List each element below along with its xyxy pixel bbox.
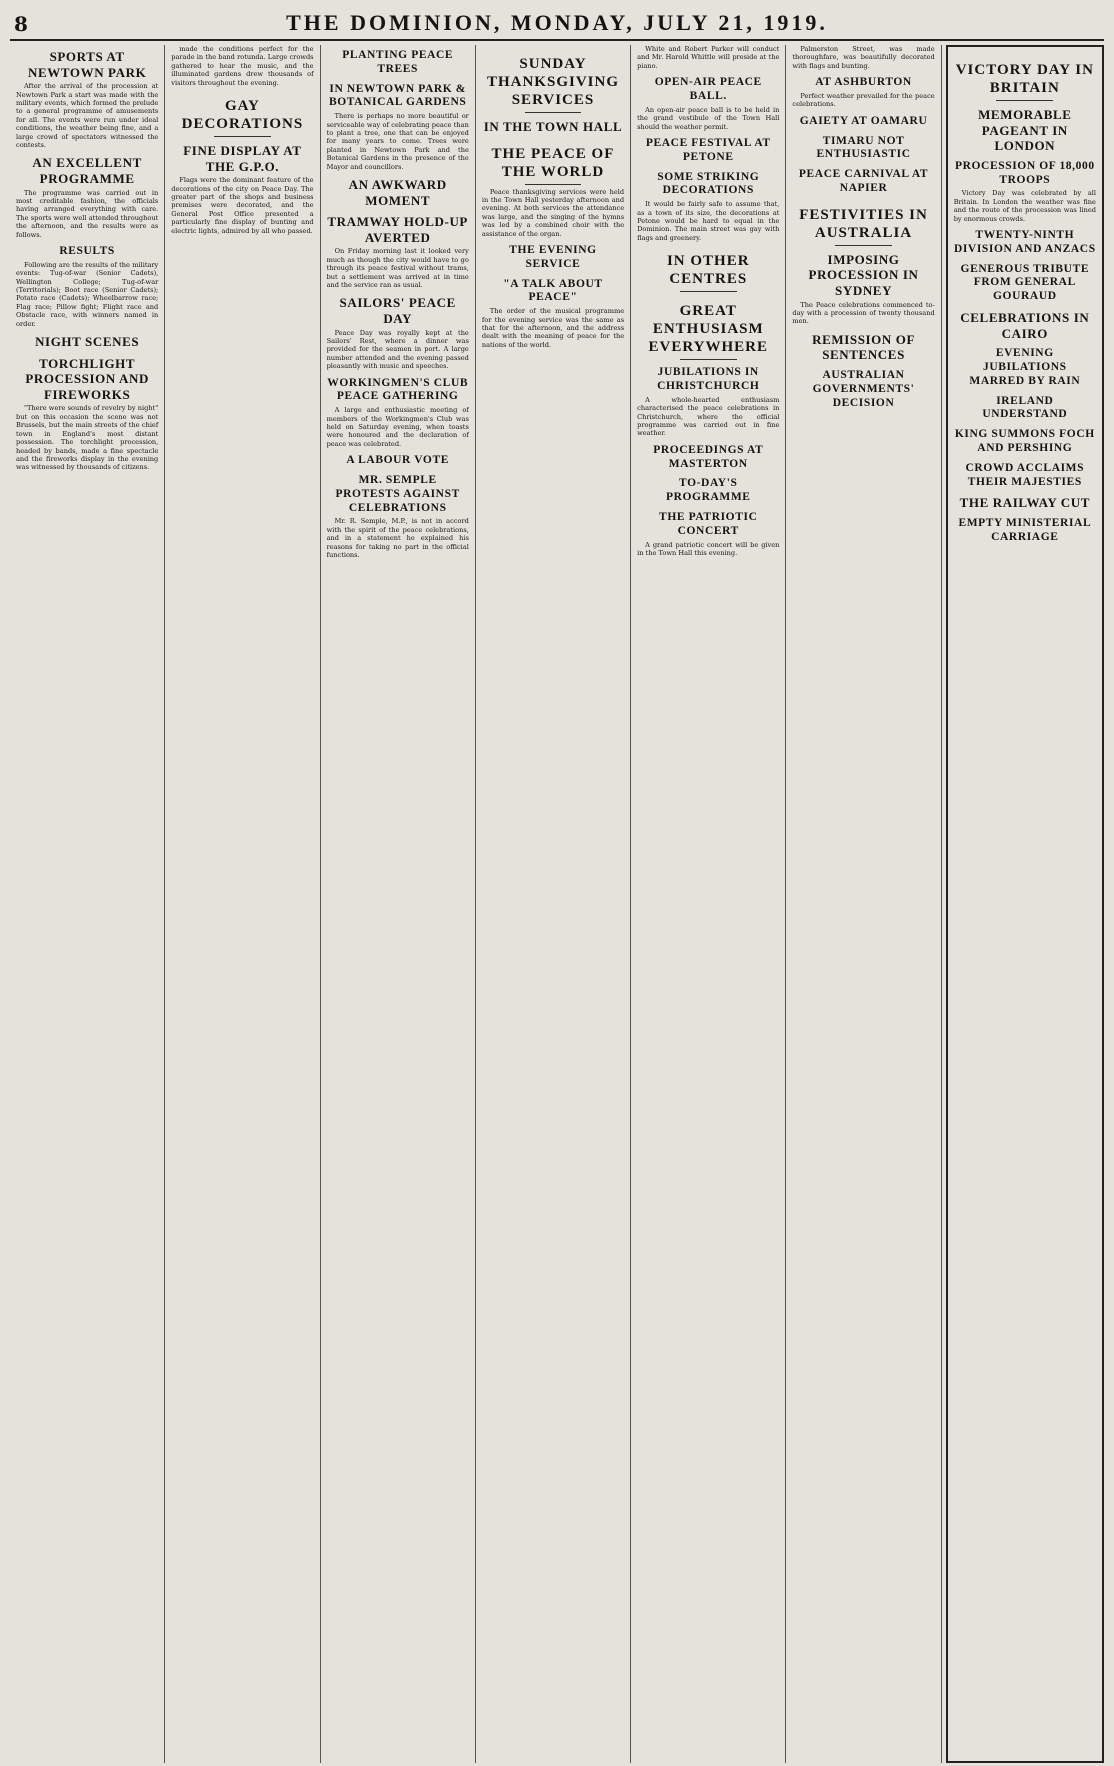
article [327,49,469,77]
article [637,252,779,292]
article-body: On Friday morning last it looked very much as though the city would have to go through its peace festival without trams, but a settlement was arrived at in time and the service ran as usual. [326,247,469,290]
article [954,462,1096,490]
headline: IRELAND UNDERSTAND [982,394,1068,421]
article [637,171,779,243]
headline: SOME STRIKING DECORATIONS [657,170,760,197]
article [954,107,1096,154]
headline: WORKINGMEN'S CLUB PEACE GATHERING [327,376,469,403]
headline: MEMORABLE PAGEANT IN LONDON [978,107,1072,154]
headline: A LABOUR VOTE [346,454,449,467]
divider [525,184,582,185]
headline: REMISSION OF SENTENCES [812,331,915,363]
headline: AUSTRALIAN GOVERNMENTS' DECISION [812,369,915,409]
article-body: A large and enthusiastic meeting of members of the Workingmen's Club was held on Saturday evening, when toasts were honoured and the declaration of peace was celebrated. [326,406,469,448]
headline: RESULTS [59,245,115,258]
article [637,477,779,505]
article [637,511,779,557]
article [16,155,158,239]
headline: "A TALK ABOUT PEACE" [503,277,603,304]
article [327,377,469,449]
article-body: There is perhaps no more beautiful or serviceable way of celebrating peace than to plant a tree, one that can be enjoyed for many years to come. Trees were planted in Newtown Park and the Botanical Gardens in the presence of the Mayor and councillors. [326,112,469,171]
article [792,76,934,109]
article [637,444,779,472]
article [327,214,469,289]
article [16,334,158,350]
article [954,229,1096,257]
divider [680,291,737,292]
headline: TRAMWAY HOLD-UP AVERTED [327,214,468,245]
headline: PROCESSION OF 18,000 TROOPS [954,159,1095,186]
headline: CROWD ACCLAIMS THEIR MAJESTIES [965,461,1085,488]
article [482,145,624,238]
headline: SUNDAY THANKSGIVING SERVICES [486,56,619,108]
masthead [10,6,1104,41]
article [792,252,934,326]
article [792,168,934,196]
divider [680,359,737,360]
headline: GAIETY AT OAMARU [799,114,928,127]
headline: TO-DAY'S PROGRAMME [665,477,751,504]
headline: CELEBRATIONS IN CAIRO [960,309,1090,341]
article [482,278,624,350]
article-body: Mr. R. Semple, M.P., is not in accord with the spirit of the peace celebrations, and in a statement he explained his reasons for taking no part in the official functions. [326,517,469,560]
article [482,55,624,113]
article [954,495,1096,511]
column-7 [946,45,1104,1763]
article-body: After the arrival of the procession at Newtown Park a start was made with the military events, which formed the prelude to a general programme of amusements for all. The events were run under ideal conditions, the weather being fine, and a large crowd of spectators witnessed the contests. [16,82,159,150]
article [792,369,934,410]
headline: THE PEACE OF THE WORLD [491,145,615,180]
article [327,295,469,370]
article [954,347,1096,388]
headline: PROCEEDINGS AT MASTERTON [653,443,764,470]
article [954,263,1096,304]
article [327,474,469,559]
article [954,395,1096,423]
article-body: It would be fairly safe to assume that, as a town of its size, the decorations at Petone would be hard to equal in the Dominion. The main street was gay with flags and greenery. [637,200,780,242]
article [16,356,158,472]
column-5 [631,45,786,1763]
headline: IN NEWTOWN PARK & BOTANICAL GARDENS [328,82,467,109]
article [637,76,779,131]
article [792,332,934,363]
column-2 [165,45,320,1763]
article [327,454,469,468]
headline: JUBILATIONS IN CHRISTCHURCH [657,366,760,393]
headline: GREAT ENTHUSIASM EVERYWHERE [648,303,769,356]
headline: MR. SEMPLE PROTESTS AGAINST CELEBRATIONS [335,474,460,514]
headline: GENEROUS TRIBUTE FROM GENERAL GOURAUD [960,262,1090,303]
article [792,45,934,70]
article [637,137,779,165]
article-body: made the conditions perfect for the parade in the band rotunda. Large crowds gathered to hear the music, and the illuminated gardens drew thousands of visitors throughout the evening. [171,45,314,87]
article [954,428,1096,456]
article-body: The Peace celebrations commenced to-day with a procession of twenty thousand men. [792,300,935,326]
divider [835,245,892,246]
article [954,61,1096,101]
headline: VICTORY DAY IN BRITAIN [955,62,1094,96]
headline: AT ASHBURTON [815,76,912,89]
article [792,115,934,129]
article-body: Peace Day was royally kept at the Sailors' Rest, where a dinner was provided for the seamen in port. A large number attended and the evening passed pleasantly with music and speeches. [326,328,469,371]
column-4 [476,45,631,1763]
article-body: Flags were the dominant feature of the decorations of the city on Peace Day. The greater part of the shops and business premises were decorated, and the General Post Office presented a particularly fine display of bunting and electric lights, admired by all who passed. [171,176,314,235]
column-6 [786,45,941,1763]
article [171,143,313,235]
headline: KING SUMMONS FOCH AND PERSHING [954,428,1095,454]
article [637,366,779,438]
headline: SAILORS' PEACE DAY [339,295,456,327]
article [327,177,469,208]
article-body: An open-air peace ball is to be held in the grand vestibule of the Town Hall should the weather permit. [637,105,780,131]
headline: TWENTY-NINTH DIVISION AND ANZACS [953,229,1096,255]
article-body: Victory Day was celebrated by all Britain. In London the weather was fine and the route of the procession was lined by enormous crowds. [953,189,1096,223]
headline: NIGHT SCENES [35,334,140,350]
headline: OPEN-AIR PEACE BALL. [654,76,762,103]
article [954,517,1096,545]
newspaper-title: THE DOMINION, MONDAY, JULY 21, 1919. [286,10,828,35]
headline: IN OTHER CENTRES [666,253,750,288]
headline: IN THE TOWN HALL [483,119,623,134]
article-body: Following are the results of the military events: Tug-of-war (Senior Cadets), Wellington College; Tug-of-war (Territorials); Boot race (Senior Cadets); Potato race (Cadets); Wheelbarrow race; Flag race; Pillow fight; Flight race and Obstacle race, with winners named in order. [16,260,159,328]
headline: GAY DECORATIONS [181,98,304,133]
article-body: Palmerston Street, was made thoroughfare, was beautifully decorated with flags and bunting. [792,45,935,70]
article-body: A whole-hearted enthusiasm characterised the peace celebrations in Christchurch, where the official programme was carried out in fine weather. [637,395,780,438]
headline: PEACE FESTIVAL AT PETONE [645,137,771,163]
article [954,310,1096,341]
article-body: White and Robert Parker will conduct and Mr. Harold Whittle will preside at the piano. [637,45,780,70]
headline: AN EXCELLENT PROGRAMME [32,155,142,187]
article-body: "There were sounds of revelry by night" but on this occasion the scene was not Brussels, but the main streets of the chief town in England's most distant possession. The torchlight procession, headed by bands, made a fine spectacle and the fireworks display in the evening was witnessed by thousands of citizens. [16,404,159,472]
columns-container [10,45,1104,1763]
article [637,45,779,70]
headline: AN AWKWARD MOMENT [348,177,447,208]
headline: TIMARU NOT ENTHUSIASTIC [816,134,911,161]
headline: TORCHLIGHT PROCESSION AND FIREWORKS [25,355,149,402]
article [16,245,158,328]
column-1 [10,45,165,1763]
article [792,206,934,246]
headline: THE PATRIOTIC CONCERT [659,511,758,537]
article-body: The programme was carried out in most creditable fashion, the officials having arranged everything with care. The sports were well attended throughout the afternoon, and the results were as follows. [16,188,159,239]
divider [214,136,271,137]
article [16,49,158,149]
headline: THE RAILWAY CUT [959,495,1091,511]
article [637,302,779,360]
article [792,135,934,163]
article [171,45,313,87]
article [171,97,313,137]
divider [525,112,582,113]
article [482,244,624,272]
page-number: 8 [14,12,28,36]
headline: SPORTS AT NEWTOWN PARK [27,49,147,80]
article-body: The order of the musical programme for the evening service was the same as that for the afternoon, and the address dealt with the meaning of peace for the nations of the world. [481,307,625,349]
article-body: Perfect weather prevailed for the peace celebrations. [792,92,935,109]
column-3 [321,45,476,1763]
headline: EVENING JUBILATIONS MARRED BY RAIN [969,347,1081,387]
article-body: Peace thanksgiving services were held in the Town Hall yesterday afternoon and evening. At both services the attendance was large, and the singing of the hymns was led by a combined choir with the assistance of the organ. [481,187,625,238]
article [327,83,469,171]
article [954,160,1096,223]
headline: THE EVENING SERVICE [509,244,597,270]
headline: PLANTING PEACE TREES [342,49,454,75]
headline: FINE DISPLAY AT THE G.P.O. [183,143,302,174]
headline: EMPTY MINISTERIAL CARRIAGE [958,516,1092,543]
divider [996,100,1053,101]
headline: IMPOSING PROCESSION IN SYDNEY [808,251,919,298]
headline: FESTIVITIES IN AUSTRALIA [799,206,928,241]
article-body: A grand patriotic concert will be given in the Town Hall this evening. [637,540,780,558]
article [482,119,624,135]
headline: PEACE CARNIVAL AT NAPIER [798,168,929,195]
